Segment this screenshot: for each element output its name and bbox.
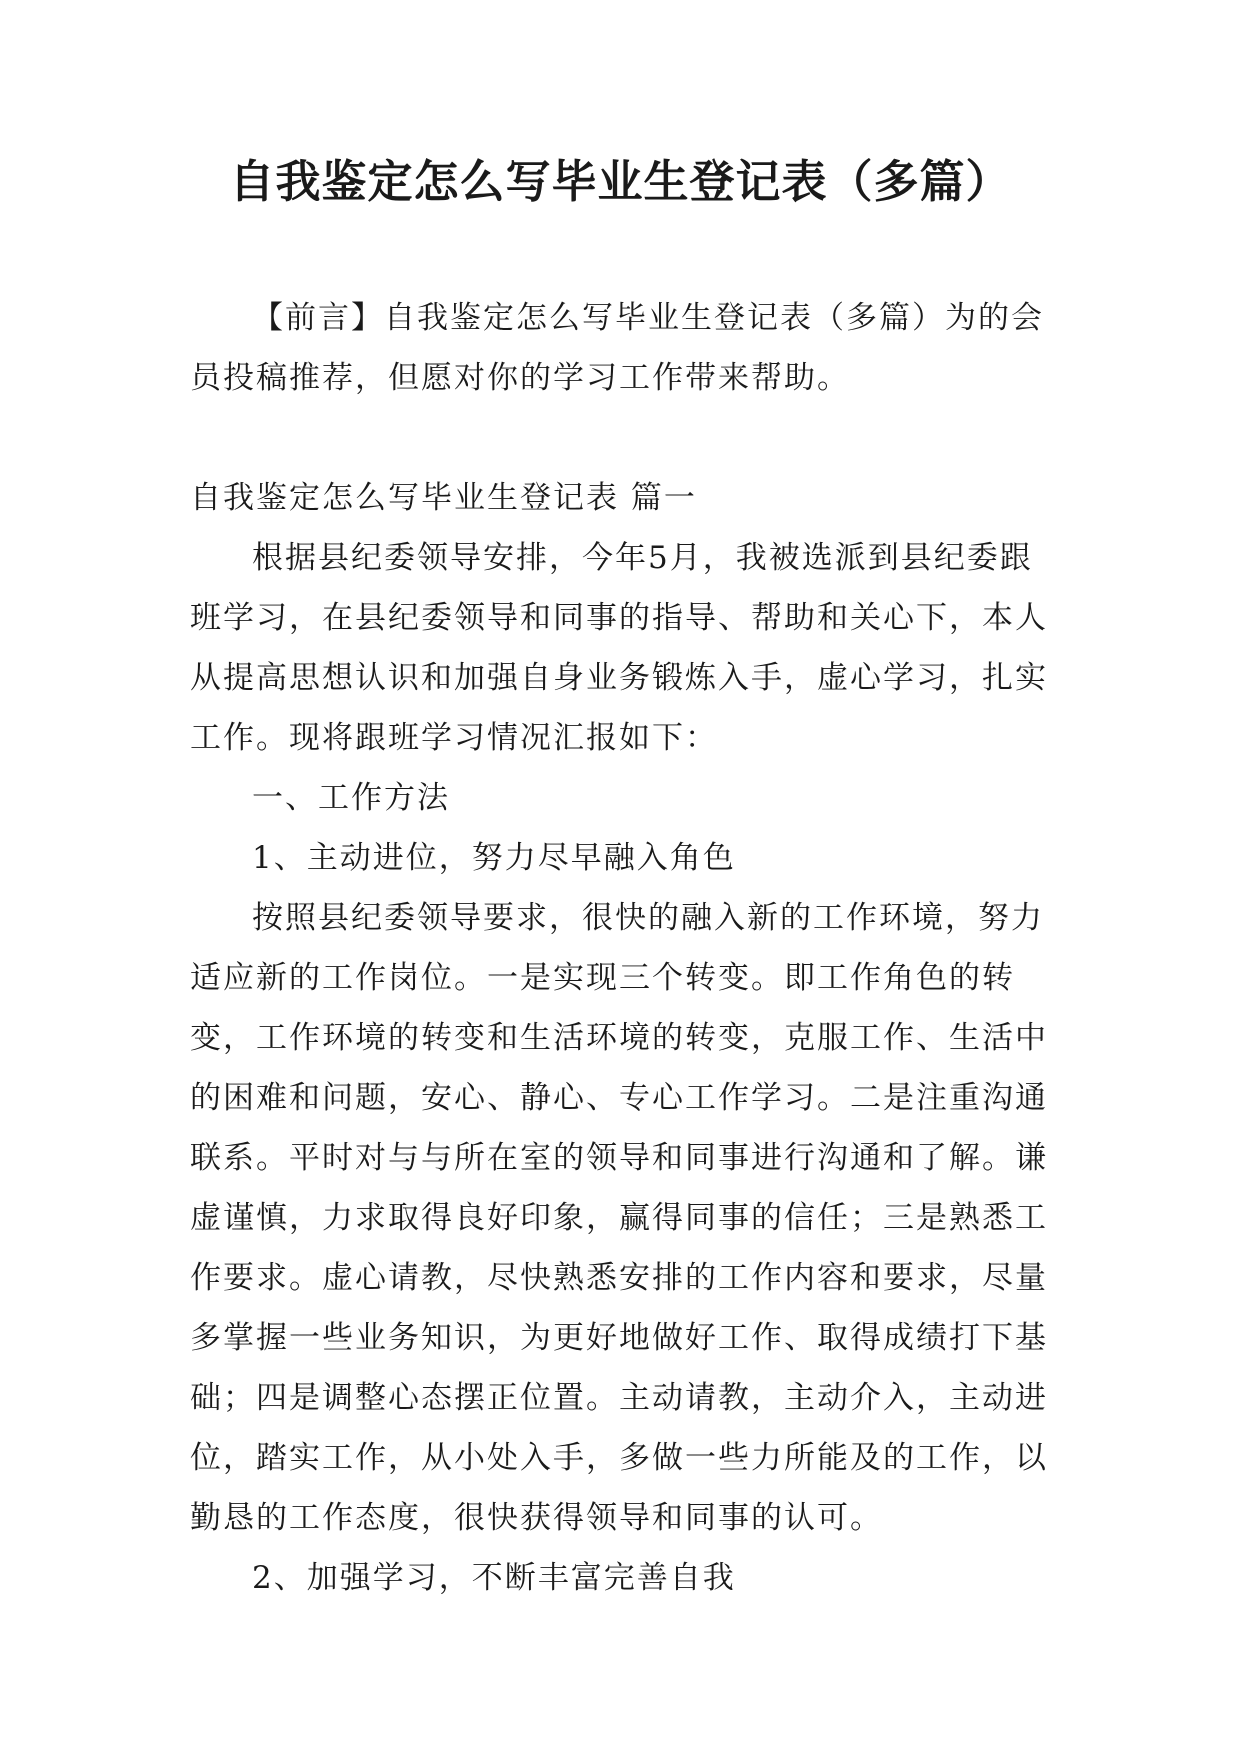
heading-item-1: 1、主动进位，努力尽早融入角色: [252, 840, 736, 876]
document-body: [190, 288, 1060, 1608]
paragraph-spacer: [190, 408, 1060, 468]
section-heading: 自我鉴定怎么写毕业生登记表 篇一: [190, 480, 697, 516]
document-title: 自我鉴定怎么写毕业生登记表（多篇）: [229, 155, 1012, 208]
heading-work-method: 一、工作方法: [252, 780, 450, 816]
heading-item-2: 2、加强学习，不断丰富完善自我: [252, 1560, 736, 1596]
item-1-paragraph: 按照县纪委领导要求，很快的融入新的工作环境，努力适应新的工作岗位。一是实现三个转变。即工作角色的转变，工作环境的转变和生活环境的转变，克服工作、生活中的困难和问题，安心、静心、专心工作学习。二是注重沟通联系。平时对与与所在室的领导和同事进行沟通和了解。谦虚谨慎，力求取得良好印象，赢得同事的信任；三是熟悉工作要求。虚心请教，尽快熟悉安排的工作内容和要求，尽量多掌握一些业务知识，为更好地做好工作、取得成绩打下基础；四是调整心态摆正位置。主动请教，主动介入，主动进位，踏实工作，从小处入手，多做一些力所能及的工作，以勤恳的工作态度，很快获得领导和同事的认可。: [190, 900, 1048, 1536]
intro-paragraph: 根据县纪委领导安排，今年5月，我被选派到县纪委跟班学习，在县纪委领导和同事的指导、帮助和关心下，本人从提高思想认识和加强自身业务锻炼入手，虚心学习，扎实工作。现将跟班学习情况汇报如下：: [190, 540, 1048, 756]
preface-paragraph: 【前言】自我鉴定怎么写毕业生登记表（多篇）为的会员投稿推荐，但愿对你的学习工作带来帮助。: [190, 300, 1044, 396]
